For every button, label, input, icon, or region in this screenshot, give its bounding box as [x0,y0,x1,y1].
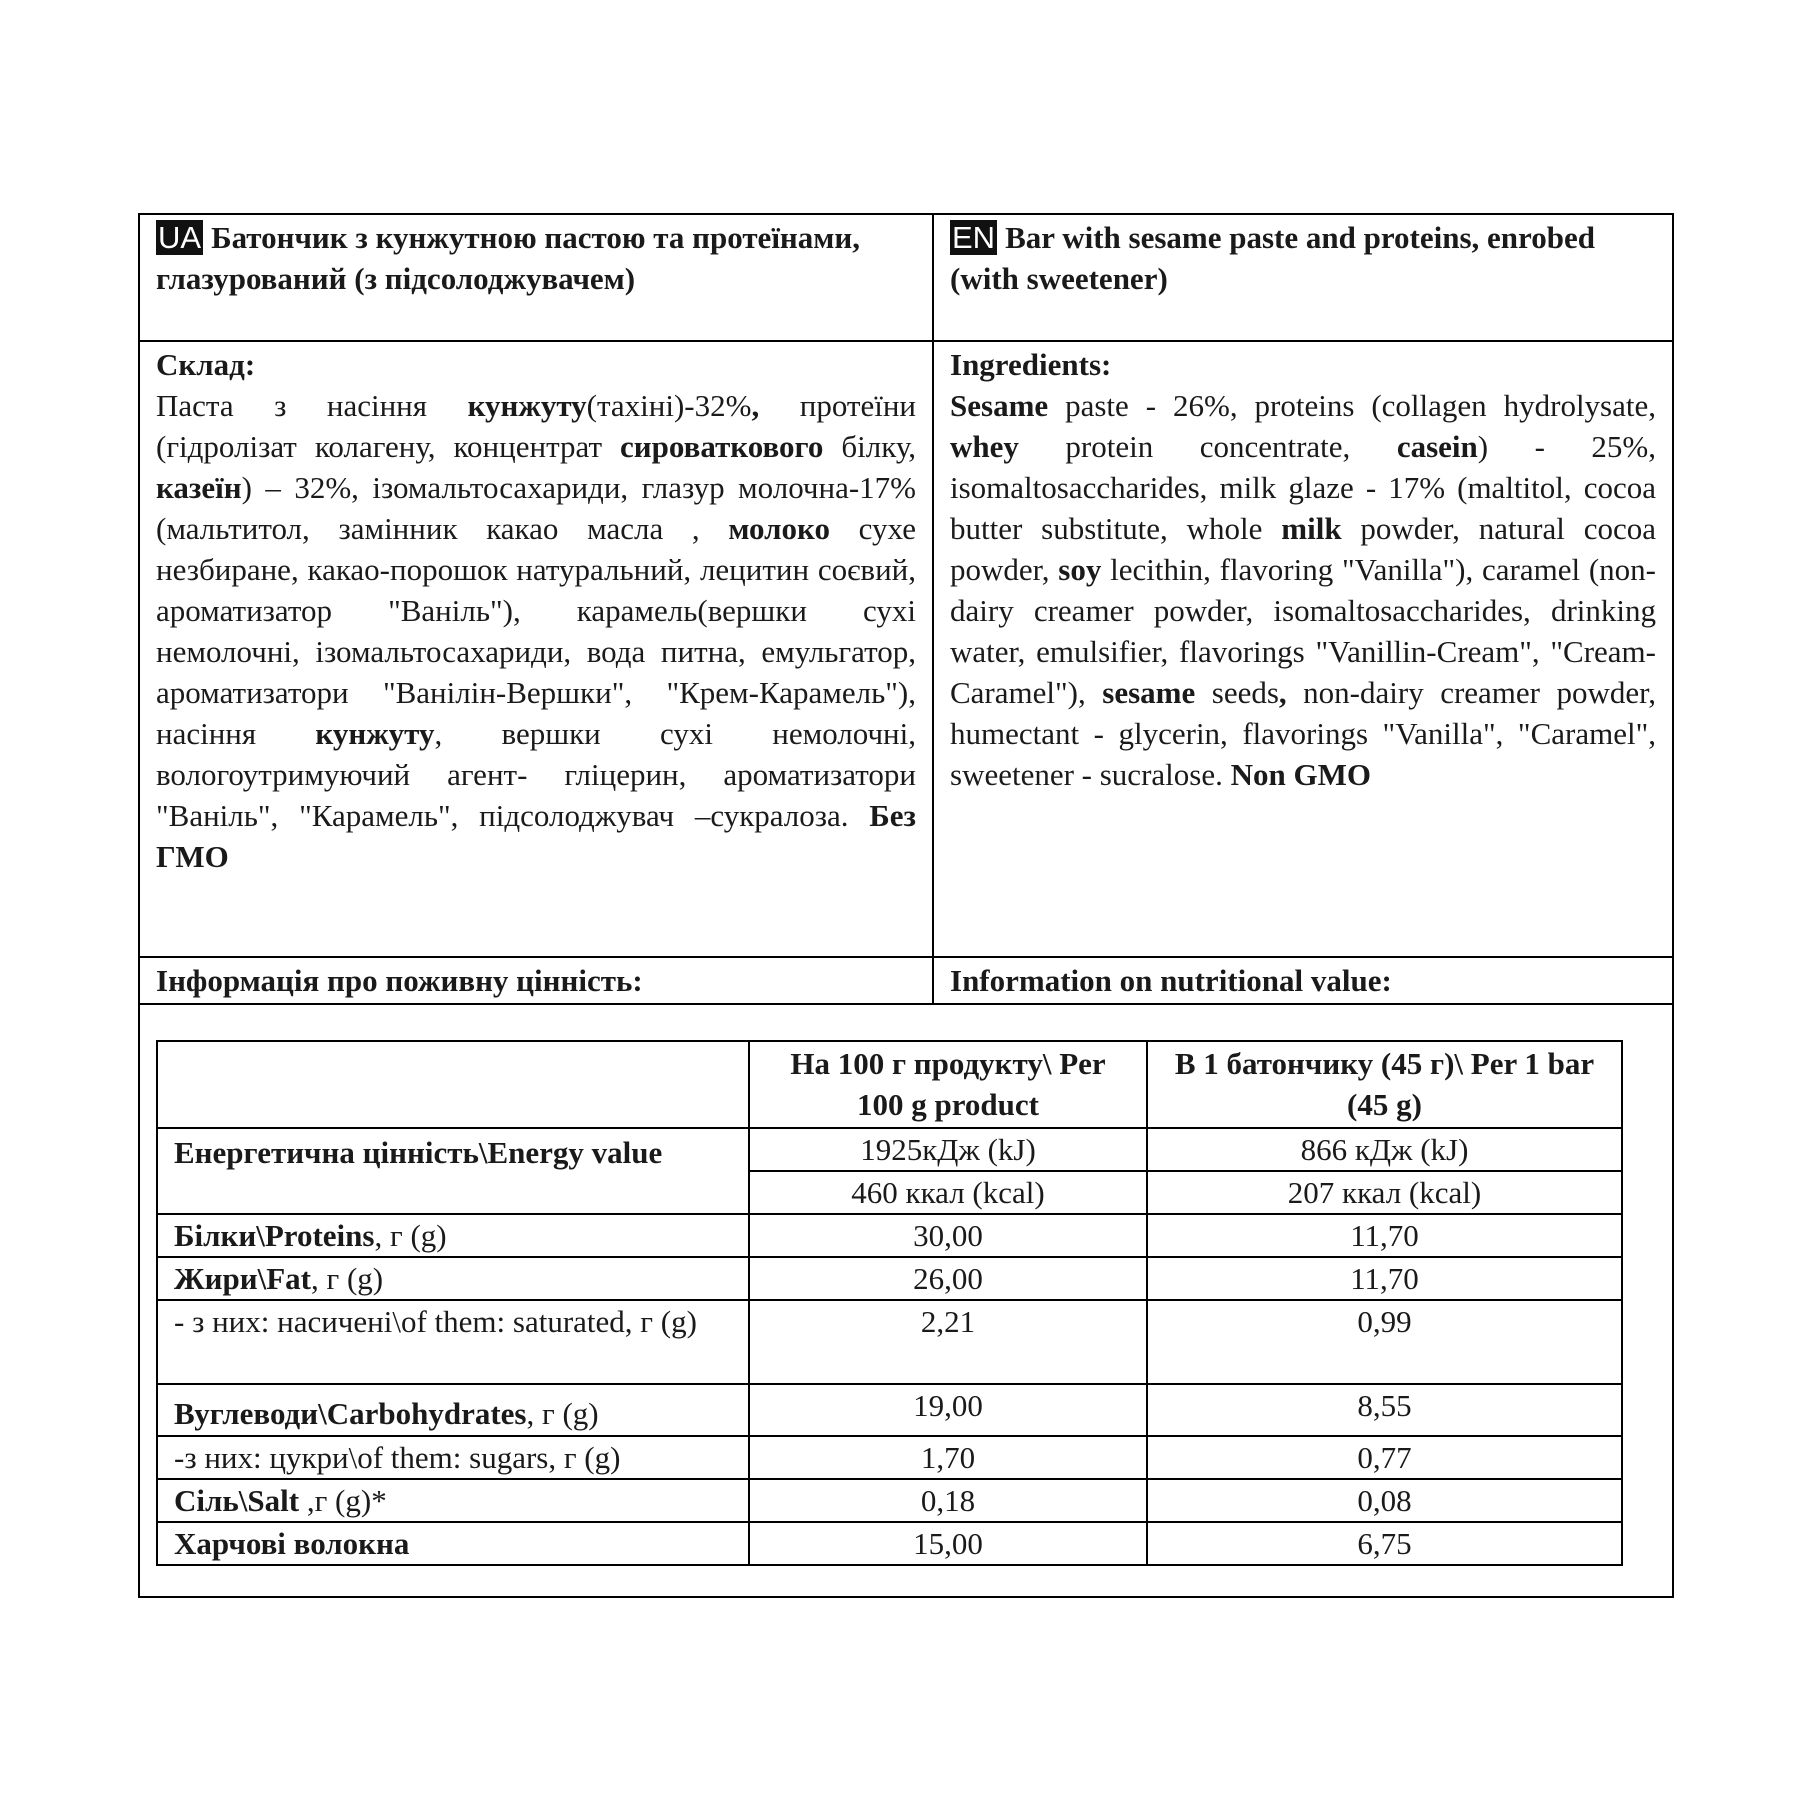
ua-language-tag: UA [158,220,202,255]
nutrient-value-per-100g: 0,18 [749,1479,1147,1522]
table-row [157,1436,1622,1479]
allergen-text: casein [1396,429,1478,464]
nutrient-value-per-bar: 0,08 [1147,1479,1622,1522]
ingredient-text: Паста з насіння [156,388,468,423]
allergen-text: whey [950,429,1019,464]
en-language-tag: EN [952,220,996,255]
allergen-text: Non GMO [1230,757,1371,792]
nutrient-label: Вуглеводи\Carbohydrates, г (g) [157,1384,749,1436]
ingredient-text: non-dairy creamer powder, humectant - glycerin, flavorings "Vanilla", "Caramel", sweetener - sucralose. [950,675,1656,792]
table-row [157,1479,1622,1522]
nutrition-table [156,1040,1623,1566]
nutrient-label: Сіль\Salt ,г (g)* [157,1479,749,1522]
nutrient-value-per-bar: 11,70 [1147,1257,1622,1300]
energy-kcal-per-100g: 460 ккал (kcal) [749,1171,1147,1214]
energy-label: Енергетична цінність\Energy value [157,1128,749,1214]
ingredient-text: lecithin, flavoring "Vanilla"), caramel (non-dairy creamer powder, isomaltosaccharides, drinking water, emulsifier, flavorings "Vanillin-Cream", "Cream-Caramel"), [950,552,1656,710]
table-row [157,1522,1622,1565]
nutrient-label: Білки\Proteins, г (g) [157,1214,749,1257]
ingredient-text: ) – 32%, ізомальтосахариди, глазур молочна-17% (мальтитол, замінник какао масла , [156,470,916,546]
table-row [157,1257,1622,1300]
allergen-text: Sesame [950,388,1049,423]
nutrient-label: Жири\Fat, г (g) [157,1257,749,1300]
en-title-cell [933,215,1672,341]
en-nutrition-heading: Information on nutritional value: [933,957,1672,1004]
nutrient-value-per-100g: 15,00 [749,1522,1147,1565]
nutrient-value-per-bar: 8,55 [1147,1384,1622,1436]
ua-ingredients-text [156,385,916,877]
table-row [157,1300,1622,1384]
allergen-text: казеїн [156,470,242,505]
allergen-text: sesame [1102,675,1196,710]
nutrient-value-per-100g: 19,00 [749,1384,1147,1436]
ua-ingredients-heading: Склад: [156,347,256,382]
ingredient-text: сухе незбиране, какао-порошок натуральний, лецитин соєвий, ароматизатор "Ваніль"), карамель(вершки сухі немолочні, ізомальтосахариди, вода питна, емульгатор, ароматизатори "Ванілін-Вершки", "Крем-Карамель"), насіння [156,511,916,751]
allergen-text: кунжуту [315,716,435,751]
allergen-text: Без ГМО [156,798,916,874]
nutrient-value-per-100g: 26,00 [749,1257,1147,1300]
en-ingredients-cell [933,341,1672,957]
energy-kj-per-bar: 866 кДж (kJ) [1147,1128,1622,1171]
nutrient-label: -з них: цукри\of them: sugars, г (g) [157,1436,749,1479]
allergen-text: , [751,388,760,423]
nutrient-label: - з них: насичені\of them: saturated, г (g) [157,1300,749,1384]
label-table [140,215,1672,1005]
ingredient-text: протеїни (гідролізат колагену, концентрат [156,388,917,464]
nutrient-value-per-bar: 11,70 [1147,1214,1622,1257]
ingredient-text: powder, natural cocoa powder, [950,511,1656,587]
ingredient-text: (тахіні)-32% [586,388,752,423]
allergen-text: , [1278,675,1287,710]
product-label [138,213,1674,1598]
ua-nutrition-heading: Інформація про поживну цінність: [140,957,933,1004]
ingredient-text: paste - 26%, proteins (collagen hydrolysate, [1048,388,1656,423]
ua-ingredients-cell [140,341,933,957]
allergen-text: кунжуту [467,388,587,423]
nutrient-value-per-100g: 1,70 [749,1436,1147,1479]
table-row [157,1384,1622,1436]
energy-kj-per-100g: 1925кДж (kJ) [749,1128,1147,1171]
en-ingredients-heading: Ingredients: [950,347,1112,382]
en-ingredients-text [950,385,1656,795]
ua-product-title: Батончик з кунжутною пастою та протеїнами, глазурований (з підсолоджувачем) [156,220,861,296]
allergen-text: soy [1058,552,1102,587]
energy-kcal-per-bar: 207 ккал (kcal) [1147,1171,1622,1214]
nutrient-value-per-bar: 0,77 [1147,1436,1622,1479]
nutrition-header-per-bar: В 1 батончику (45 г)\ Per 1 bar (45 g) [1147,1041,1622,1128]
nutrient-value-per-100g: 2,21 [749,1300,1147,1384]
ingredient-text: seeds [1195,675,1279,710]
table-row [157,1214,1622,1257]
nutrient-value-per-100g: 30,00 [749,1214,1147,1257]
ingredient-text: ) - 25%, isomaltosaccharides, milk glaze - 17% (maltitol, cocoa butter substitute, whole [950,429,1656,546]
en-product-title: Bar with sesame paste and proteins, enrobed (with sweetener) [950,220,1595,296]
nutrient-label: Харчові волокна [157,1522,749,1565]
nutrition-header-blank [157,1041,749,1128]
ingredient-text: protein concentrate, [1018,429,1397,464]
nutrition-header-per-100g: На 100 г продукту\ Per 100 g product [749,1041,1147,1128]
allergen-text: молоко [728,511,830,546]
allergen-text: сироваткового [620,429,824,464]
nutrient-value-per-bar: 0,99 [1147,1300,1622,1384]
nutrient-value-per-bar: 6,75 [1147,1522,1622,1565]
ua-title-cell [140,215,933,341]
ingredient-text: , вершки сухі немолочні, вологоутримуючий агент- гліцерин, ароматизатори "Ваніль", "Карамель", підсолоджувач –сукралоза. [156,716,916,833]
allergen-text: milk [1281,511,1342,546]
ingredient-text: білку, [823,429,916,464]
